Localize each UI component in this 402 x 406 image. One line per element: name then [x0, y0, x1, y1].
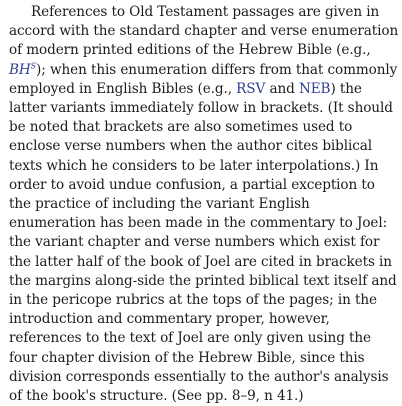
paragraph-text-2: ); when this enumeration differs from that commonly employed in English Bibles (e.g., — [9, 61, 398, 97]
bhs-link-text: BH — [9, 61, 31, 78]
body-paragraph — [9, 3, 399, 406]
document-page — [9, 3, 399, 406]
paragraph-text-3: ) the latter variants immediately follow in brackets. (It should be noted that brackets are also sometimes used to enclose verse numbers when the author cites biblical texts which he considers to be later interpolations.) In order to avoid undue confusion, a partial exception to the practice of including the variant English enumeration has been made in the commentary to Joel: the variant chapter and verse numbers which exist for the latter half of the book of Joel are cited in brackets in the margins along-side the printed biblical text itself and in the pericope rubrics at the tops of the pages; in the introduction and commentary proper, however, references to the text of Joel are only given using the four chapter division of the Hebrew Bible, since this division corresponds essentially to the author's analysis of the book's structure. (See pp. 8–9, n 41.) — [9, 80, 397, 405]
paragraph-text-and: and — [265, 80, 299, 97]
neb-link[interactable]: NEB — [298, 80, 331, 97]
bhs-link[interactable] — [9, 62, 36, 78]
rsv-link[interactable]: RSV — [236, 80, 266, 97]
bhs-link-superscript: S — [30, 61, 37, 71]
paragraph-text-1: References to Old Testament passages are given in accord with the standard chapter and verse enumeration of modern printed editions of the Hebrew Bible (e.g., — [9, 4, 399, 59]
